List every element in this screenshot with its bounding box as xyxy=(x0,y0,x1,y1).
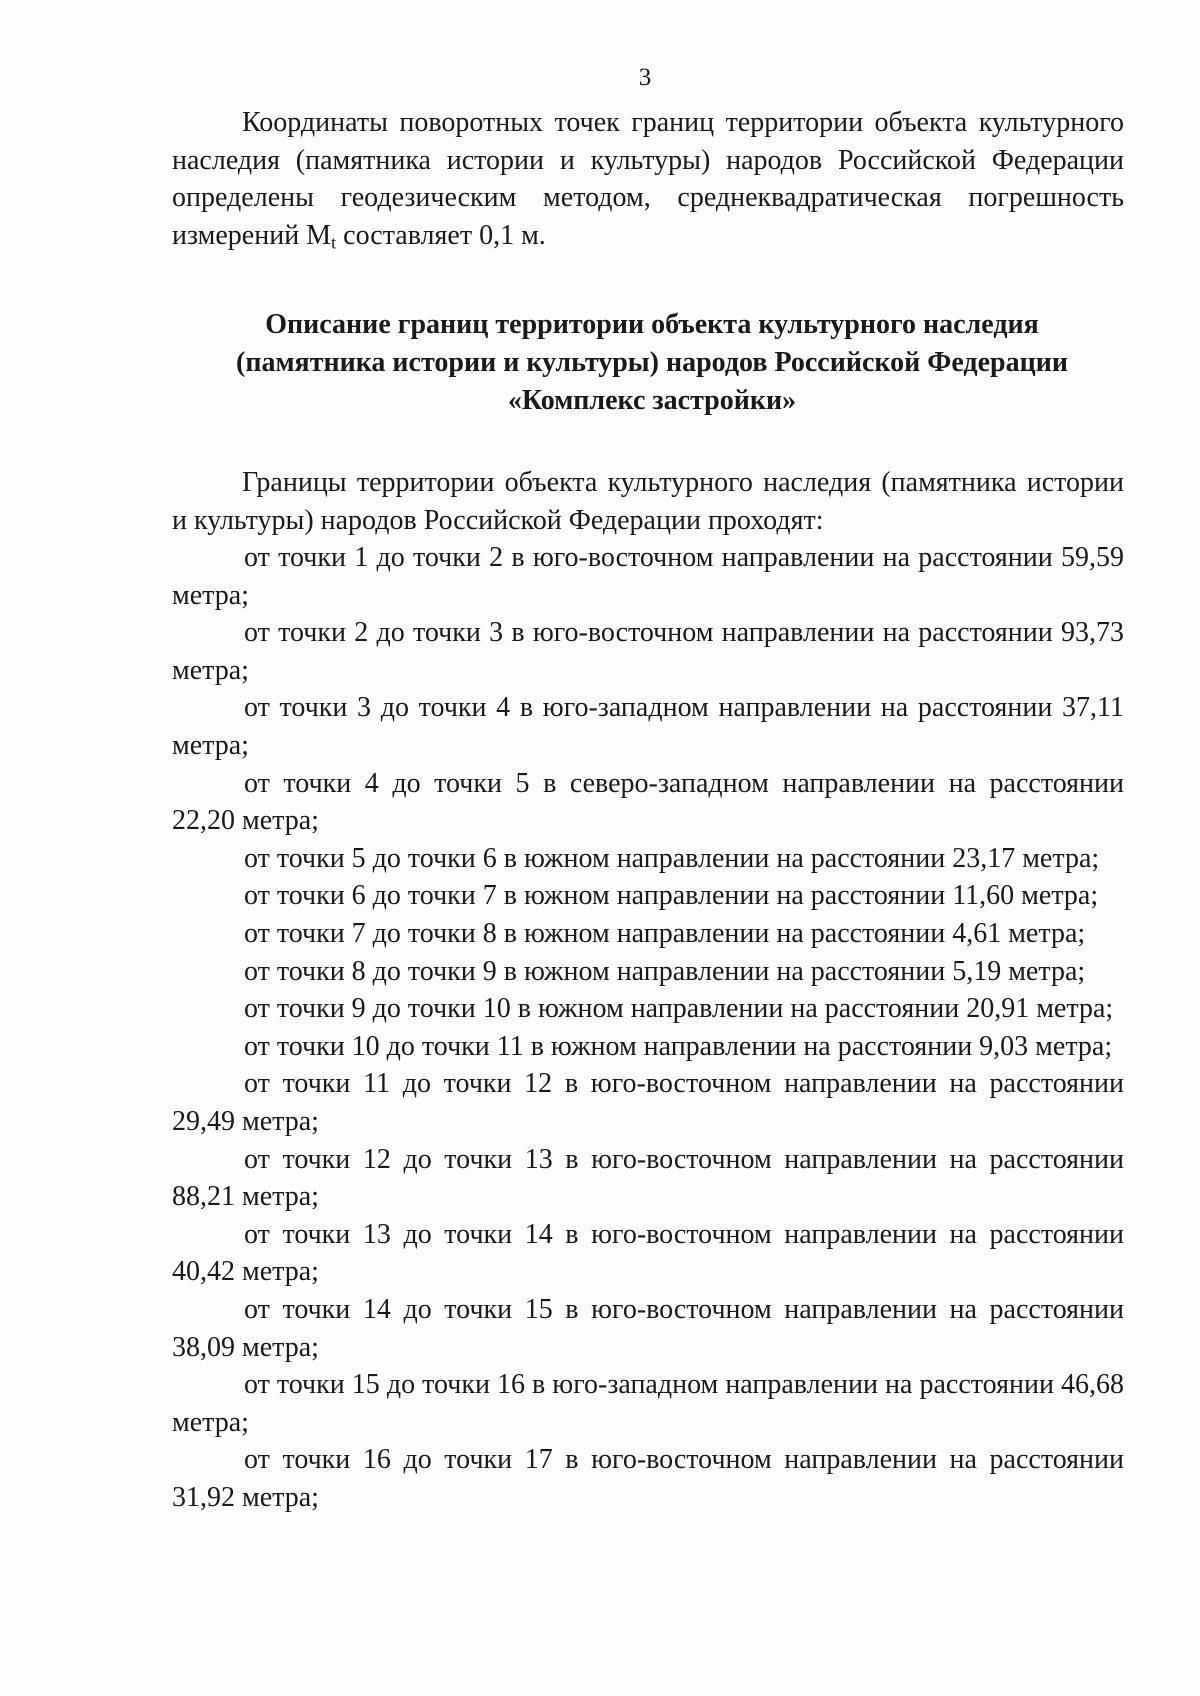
intro-text-end: составляет 0,1 м. xyxy=(336,219,546,251)
boundary-segment: от точки 4 до точки 5 в северо-западном направлении на расстоянии 22,20 метра; xyxy=(172,767,1124,837)
section-heading xyxy=(180,306,1124,420)
boundary-segment: от точки 5 до точки 6 в южном направлении на расстоянии 23,17 метра; xyxy=(244,842,1100,874)
boundary-segment: от точки 16 до точки 17 в юго-восточном направлении на расстоянии 31,92 метра; xyxy=(172,1444,1124,1513)
heading-line-2: (памятника истории и культуры) народов Российской Федерации xyxy=(236,346,1068,378)
boundary-segment: от точки 14 до точки 15 в юго-восточном направлении на расстоянии 38,09 метра; xyxy=(172,1293,1124,1363)
intro-paragraph xyxy=(172,104,1124,262)
boundary-intro-paragraph: Границы территории объекта культурного наследия (памятника истории и культуры) народов Российской Федерации проходят: xyxy=(172,466,1124,536)
heading-line-3: «Комплекс застройки» xyxy=(507,384,797,416)
boundary-segment: от точки 2 до точки 3 в юго-восточном направлении на расстоянии 93,73 метра; xyxy=(172,617,1124,686)
document-body xyxy=(172,104,1124,1517)
boundary-segment: от точки 15 до точки 16 в юго-западном направлении на расстоянии 46,68 метра; xyxy=(172,1369,1124,1438)
intro-subscript: t xyxy=(331,232,337,253)
boundary-segments-list xyxy=(172,539,1124,1516)
boundary-segment: от точки 8 до точки 9 в южном направлении на расстоянии 5,19 метра; xyxy=(244,955,1086,987)
boundary-segment: от точки 6 до точки 7 в южном направлении на расстоянии 11,60 метра; xyxy=(244,880,1099,912)
page-number: 3 xyxy=(638,64,652,91)
boundary-segment: от точки 9 до точки 10 в южном направлении на расстоянии 20,91 метра; xyxy=(244,993,1114,1025)
boundary-segment: от точки 1 до точки 2 в юго-восточном направлении на расстоянии 59,59 метра; xyxy=(172,542,1124,611)
boundary-segment: от точки 11 до точки 12 в юго-восточном направлении на расстоянии 29,49 метра; xyxy=(172,1068,1124,1138)
boundary-segment: от точки 10 до точки 11 в южном направлении на расстоянии 9,03 метра; xyxy=(244,1030,1113,1062)
intro-text: Координаты поворотных точек границ территории объекта культурного наследия (памятника истории и культуры) народов Российской Федерации определены геодезическим методом, среднеквадратическая погрешность измерений M xyxy=(172,107,1124,251)
heading-line-1: Описание границ территории объекта культурного наследия xyxy=(265,308,1039,340)
boundary-segment: от точки 3 до точки 4 в юго-западном направлении на расстоянии 37,11 метра; xyxy=(172,692,1124,762)
boundary-segment: от точки 12 до точки 13 в юго-восточном направлении на расстоянии 88,21 метра; xyxy=(172,1143,1124,1213)
boundary-segment: от точки 7 до точки 8 в южном направлении на расстоянии 4,61 метра; xyxy=(244,918,1086,950)
boundary-segment: от точки 13 до точки 14 в юго-восточном направлении на расстоянии 40,42 метра; xyxy=(172,1218,1124,1288)
